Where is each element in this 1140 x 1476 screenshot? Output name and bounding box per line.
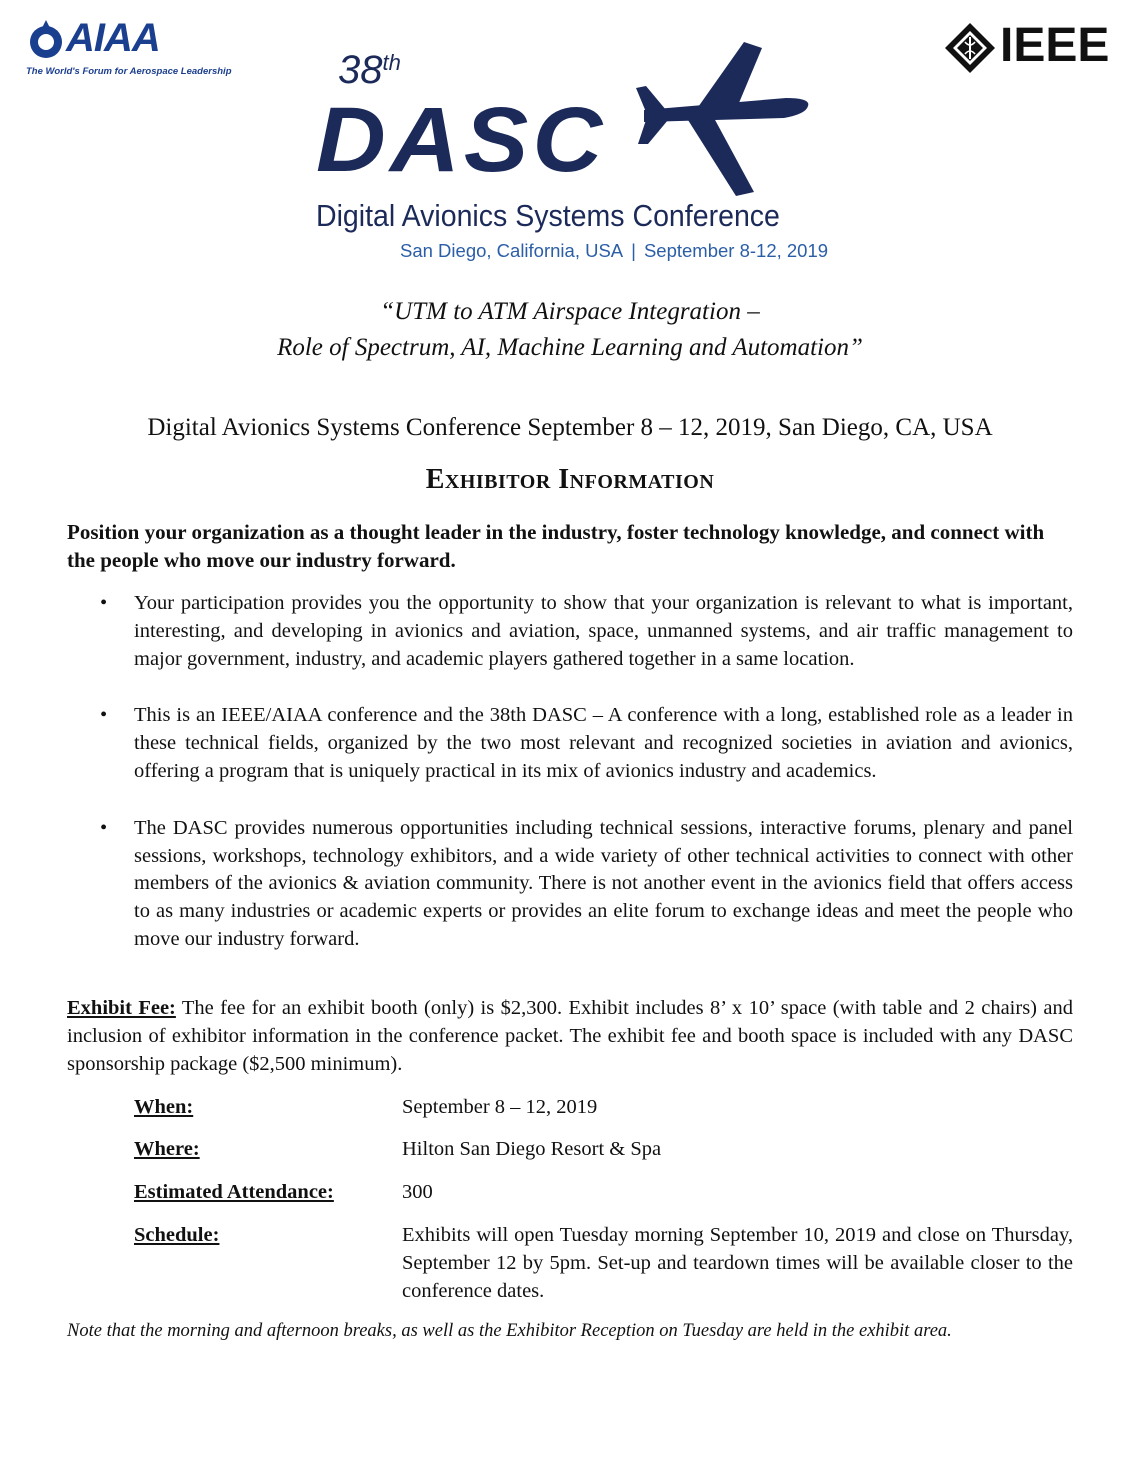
list-item [67, 815, 1073, 954]
dasc-conference-name: Digital Avionics Systems Conference [316, 198, 780, 233]
detail-when-label: When: [134, 1096, 194, 1118]
exhibit-fee-text: The fee for an exhibit booth (only) is $2,300. Exhibit includes 8’ x 10’ space (with table and 2 chairs) and inclusion of exhibitor information in the conference packet. The exhibit fee and booth space is included with any DASC sponsorship package ($2,500 minimum). [67, 997, 1073, 1075]
aiaa-tagline: The World's Forum for Aerospace Leadership [26, 66, 232, 77]
page-title: Exhibitor Information [425, 464, 715, 495]
ieee-diamond-icon [944, 22, 996, 74]
detail-where-label: Where: [134, 1138, 200, 1160]
detail-schedule-value: Exhibits will open Tuesday morning September 10, 2019 and close on Thursday, September 12 by 5pm. Set-up and teardown times will be available closer to the conference dates. [402, 1224, 1073, 1302]
ieee-logo [944, 18, 1120, 78]
intro-paragraph: Position your organization as a thought leader in the industry, foster technology knowledge, and connect with the people who move our industry forward. [67, 520, 1045, 572]
conference-line: Digital Avionics Systems Conference September 8 – 12, 2019, San Diego, CA, USA [147, 414, 993, 441]
exhibit-fee-paragraph [67, 995, 1073, 1078]
dasc-dates: September 8-12, 2019 [643, 240, 829, 261]
benefits-list [67, 590, 1073, 983]
dasc-logo [316, 40, 829, 270]
bullet-icon: • [100, 816, 108, 839]
exhibit-fee-label: Exhibit Fee: [67, 997, 176, 1019]
list-item [67, 702, 1073, 785]
list-item-text: Your participation provides you the opportunity to show that your organization is relevant to what is important, interesting, and developing in avionics and aviation, space, unmanned systems, and air traffic management to major government, industry, and academic players gathered together in a same location. [134, 592, 1073, 670]
airplane-icon [636, 40, 816, 200]
dasc-separator: | [631, 240, 636, 261]
dasc-ordinal-number: 38 [338, 48, 383, 92]
detail-where-value: Hilton San Diego Resort & Spa [402, 1138, 662, 1160]
aiaa-wordmark: AIAA [66, 16, 160, 60]
detail-attendance-value: 300 [402, 1181, 433, 1203]
list-item-text: The DASC provides numerous opportunities including technical sessions, interactive forums, plenary and panel sessions, workshops, technology exhibitors, and a wide variety of other technical activities to connect with other members of the avionics & aviation community. There is not another event in the avionics field that offers access to as many industries or academic experts or provides an elite forum to exchange ideas and meet the people who move our industry forward. [134, 816, 1073, 950]
bullet-icon: • [100, 592, 108, 614]
dasc-ordinal-suffix: th [382, 50, 401, 75]
list-item-text: This is an IEEE/AIAA conference and the 38th DASC – A conference with a long, established role as a leader in these technical fields, organized by the two most relevant and recognized societies in aviation and avionics, offering a program that is uniquely practical in its mix of avionics industry and academics. [134, 704, 1073, 782]
theme-line-1: “UTM to ATM Airspace Integration – [380, 298, 760, 325]
conference-theme [0, 294, 1140, 366]
list-item [67, 590, 1073, 673]
theme-line-2: Role of Spectrum, AI, Machine Learning and Automation” [277, 334, 863, 361]
aiaa-logo [26, 14, 232, 84]
detail-schedule-label: Schedule: [134, 1224, 220, 1246]
ieee-wordmark: IEEE [1000, 19, 1110, 72]
dasc-ordinal [338, 48, 401, 93]
dasc-location-dates [400, 240, 828, 262]
aiaa-emblem-icon [26, 18, 68, 62]
dasc-wordmark: DASC [316, 89, 607, 191]
detail-when-value: September 8 – 12, 2019 [402, 1096, 598, 1118]
dasc-location: San Diego, California, USA [400, 240, 624, 261]
bullet-icon: • [100, 704, 108, 727]
exhibit-area-note: Note that the morning and afternoon breaks, as well as the Exhibitor Reception on Tuesday are held in the exhibit area. [67, 1321, 952, 1341]
detail-attendance-label: Estimated Attendance: [134, 1181, 334, 1203]
